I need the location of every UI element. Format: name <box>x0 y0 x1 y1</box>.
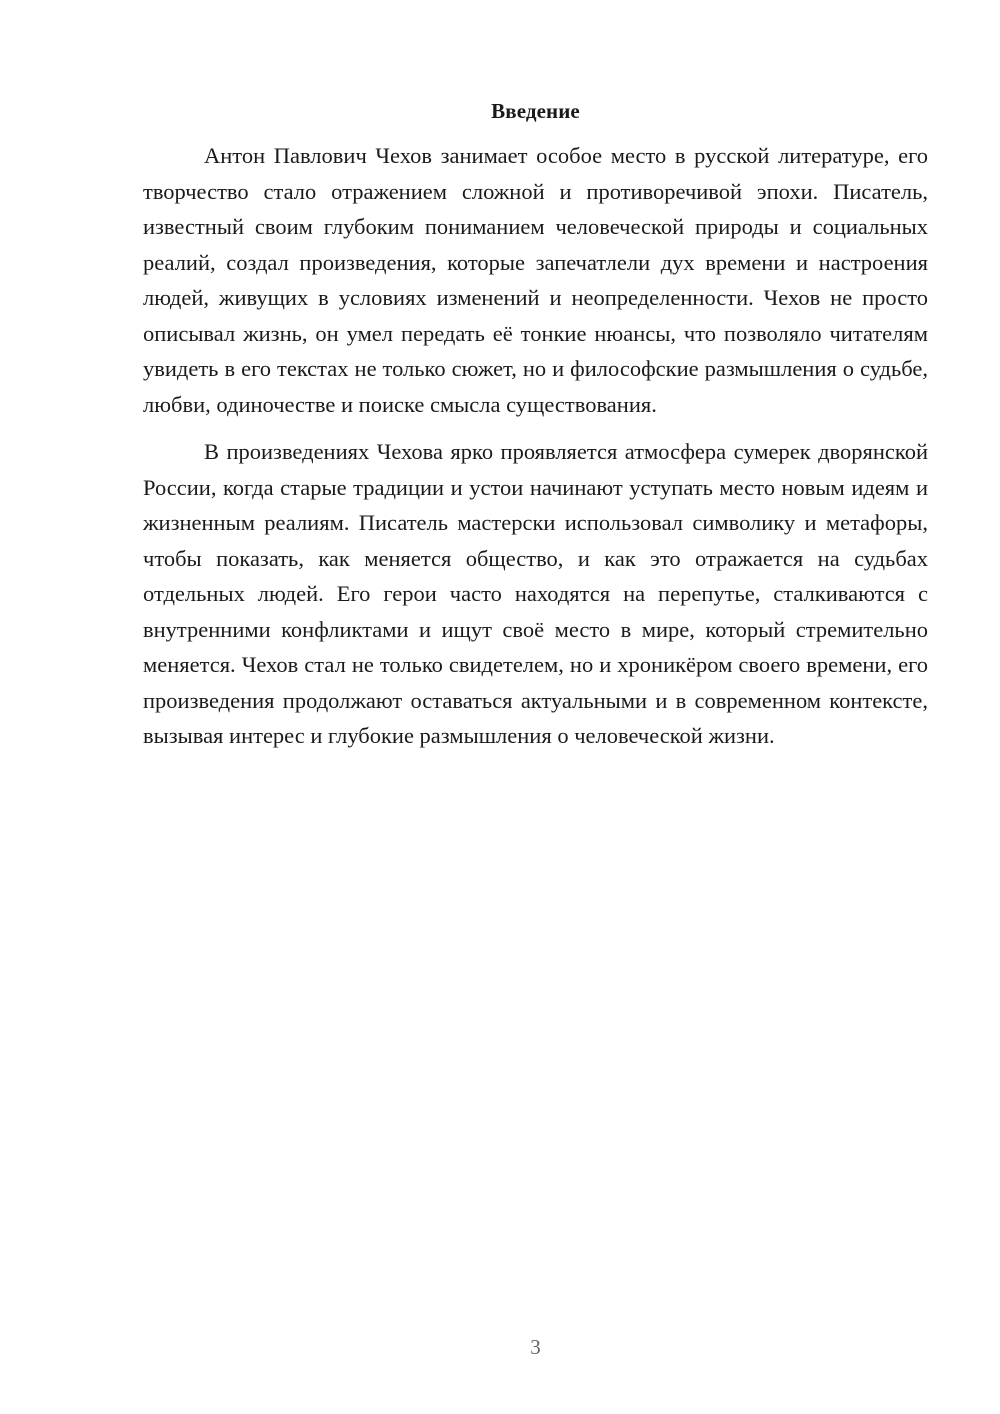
paragraph-2: В произведениях Чехова ярко проявляется атмосфера сумерек дворянской России, когда старые традиции и устои начинают уступать место новым идеям и жизненным реалиям. Писатель мастерски использовал символику и метафоры, чтобы показать, как меняется общество, и как это отражается на судьбах отдельных людей. Его герои часто находятся на перепутье, сталкиваются с внутренними конфликтами и ищут своё место в мире, который стремительно меняется. Чехов стал не только свидетелем, но и хроникёром своего времени, его произведения продолжают оставаться актуальными и в современном контексте, вызывая интерес и глубокие размышления о человеческой жизни. <box>143 439 928 748</box>
page-number: 3 <box>530 1335 541 1359</box>
section-title: Введение <box>491 99 580 123</box>
page-content <box>143 96 928 754</box>
paragraph-1: Антон Павлович Чехов занимает особое место в русской литературе, его творчество стало отражением сложной и противоречивой эпохи. Писатель, известный своим глубоким пониманием человеческой природы и социальных реалий, создал произведения, которые запечатлели дух времени и настроения людей, живущих в условиях изменений и неопределенности. Чехов не просто описывал жизнь, он умел передать её тонкие нюансы, что позволяло читателям увидеть в его текстах не только сюжет, но и философские размышления о судьбе, любви, одиночестве и поиске смысла существования. <box>143 143 928 417</box>
